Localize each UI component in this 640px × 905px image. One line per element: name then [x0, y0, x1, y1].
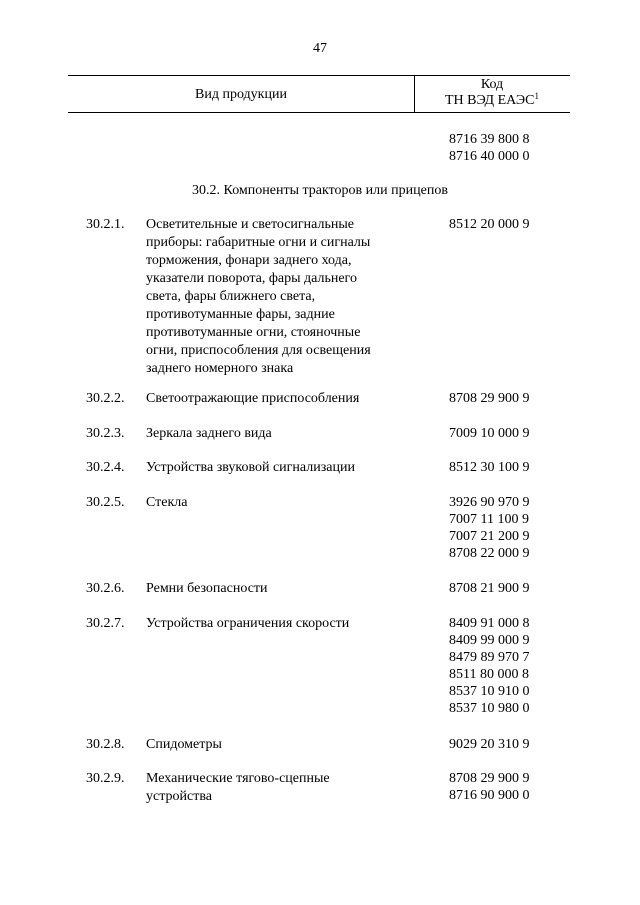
- item-codes: [449, 580, 530, 597]
- code-line: 8479 89 970 7: [449, 650, 530, 665]
- item-codes: [449, 390, 530, 407]
- description-line: Стекла: [146, 495, 188, 510]
- item-number: 30.2.5.: [86, 495, 125, 510]
- description-line: Устройства звуковой сигнализации: [146, 460, 355, 475]
- code-line: 8716 39 800 8: [449, 132, 530, 147]
- description-line: торможения, фонари заднего хода,: [146, 253, 352, 268]
- description-line: Осветительные и светосигнальные: [146, 217, 354, 232]
- code-line: 8511 80 000 8: [449, 667, 529, 682]
- code-line: 8409 99 000 9: [449, 633, 530, 648]
- item-codes: [449, 459, 530, 476]
- description-line: Светоотражающие приспособления: [146, 391, 360, 406]
- code-line: 3926 90 970 9: [449, 495, 530, 510]
- code-line: 8537 10 910 0: [449, 684, 530, 699]
- item-description: [146, 494, 416, 512]
- code-line: 8537 10 980 0: [449, 701, 530, 716]
- item-description: [146, 216, 416, 378]
- item-codes: [449, 615, 530, 717]
- column-header-product: Вид продукции: [195, 87, 287, 102]
- section-title: 30.2. Компоненты тракторов или прицепов: [192, 183, 448, 198]
- code-line: 8708 29 900 9: [449, 771, 530, 786]
- item-description: [146, 580, 416, 598]
- code-line: 8409 91 000 8: [449, 616, 530, 631]
- item-number: 30.2.7.: [86, 616, 125, 631]
- item-number: 30.2.1.: [86, 217, 125, 232]
- description-line: противотуманные фары, задние: [146, 307, 335, 322]
- item-description: [146, 390, 416, 408]
- code-line: 8708 29 900 9: [449, 391, 530, 406]
- item-number: 30.2.2.: [86, 391, 125, 406]
- code-line: 8708 21 900 9: [449, 581, 530, 596]
- item-codes: [449, 216, 530, 233]
- description-line: огни, приспособления для освещения: [146, 343, 371, 358]
- description-line: указатели поворота, фары дальнего: [146, 271, 357, 286]
- description-line: противотуманные огни, стояночные: [146, 325, 361, 340]
- item-number: 30.2.3.: [86, 426, 125, 441]
- code-line: 8512 20 000 9: [449, 217, 530, 232]
- code-line: 8708 22 000 9: [449, 546, 530, 561]
- column-header-code-label: ТН ВЭД ЕАЭС: [444, 93, 535, 108]
- item-number: 30.2.8.: [86, 737, 125, 752]
- page-number: 47: [313, 41, 327, 56]
- description-line: приборы: габаритные огни и сигналы: [146, 235, 371, 250]
- item-codes: [449, 494, 530, 562]
- item-codes: [449, 770, 530, 804]
- description-line: Механические тягово-сцепные: [146, 771, 330, 786]
- description-line: Ремни безопасности: [146, 581, 268, 596]
- description-line: заднего номерного знака: [146, 361, 294, 376]
- item-description: [146, 615, 416, 633]
- code-line: 9029 20 310 9: [449, 737, 530, 752]
- code-line: 7007 11 100 9: [449, 512, 529, 527]
- code-line: 8716 90 900 0: [449, 788, 530, 803]
- continued-codes: [449, 131, 530, 165]
- code-line: 7009 10 000 9: [449, 426, 530, 441]
- description-line: Зеркала заднего вида: [146, 426, 272, 441]
- item-number: 30.2.6.: [86, 581, 125, 596]
- item-description: [146, 736, 416, 754]
- item-number: 30.2.9.: [86, 771, 125, 786]
- table-header-bottom-rule: [68, 112, 570, 113]
- item-codes: [449, 736, 530, 753]
- description-line: света, фары ближнего света,: [146, 289, 316, 304]
- description-line: Устройства ограничения скорости: [146, 616, 350, 631]
- column-header-code: [414, 77, 570, 109]
- footnote-marker: 1: [534, 91, 539, 101]
- item-number: 30.2.4.: [86, 460, 125, 475]
- item-description: [146, 425, 416, 443]
- code-line: 8716 40 000 0: [449, 149, 530, 164]
- column-header-code-line2: [414, 93, 570, 109]
- item-description: [146, 770, 416, 806]
- description-line: Спидометры: [146, 737, 222, 752]
- column-header-code-line1: Код: [480, 77, 504, 92]
- item-description: [146, 459, 416, 477]
- table-header-top-rule: [68, 75, 570, 76]
- item-codes: [449, 425, 530, 442]
- code-line: 7007 21 200 9: [449, 529, 530, 544]
- description-line: устройства: [146, 789, 212, 804]
- code-line: 8512 30 100 9: [449, 460, 530, 475]
